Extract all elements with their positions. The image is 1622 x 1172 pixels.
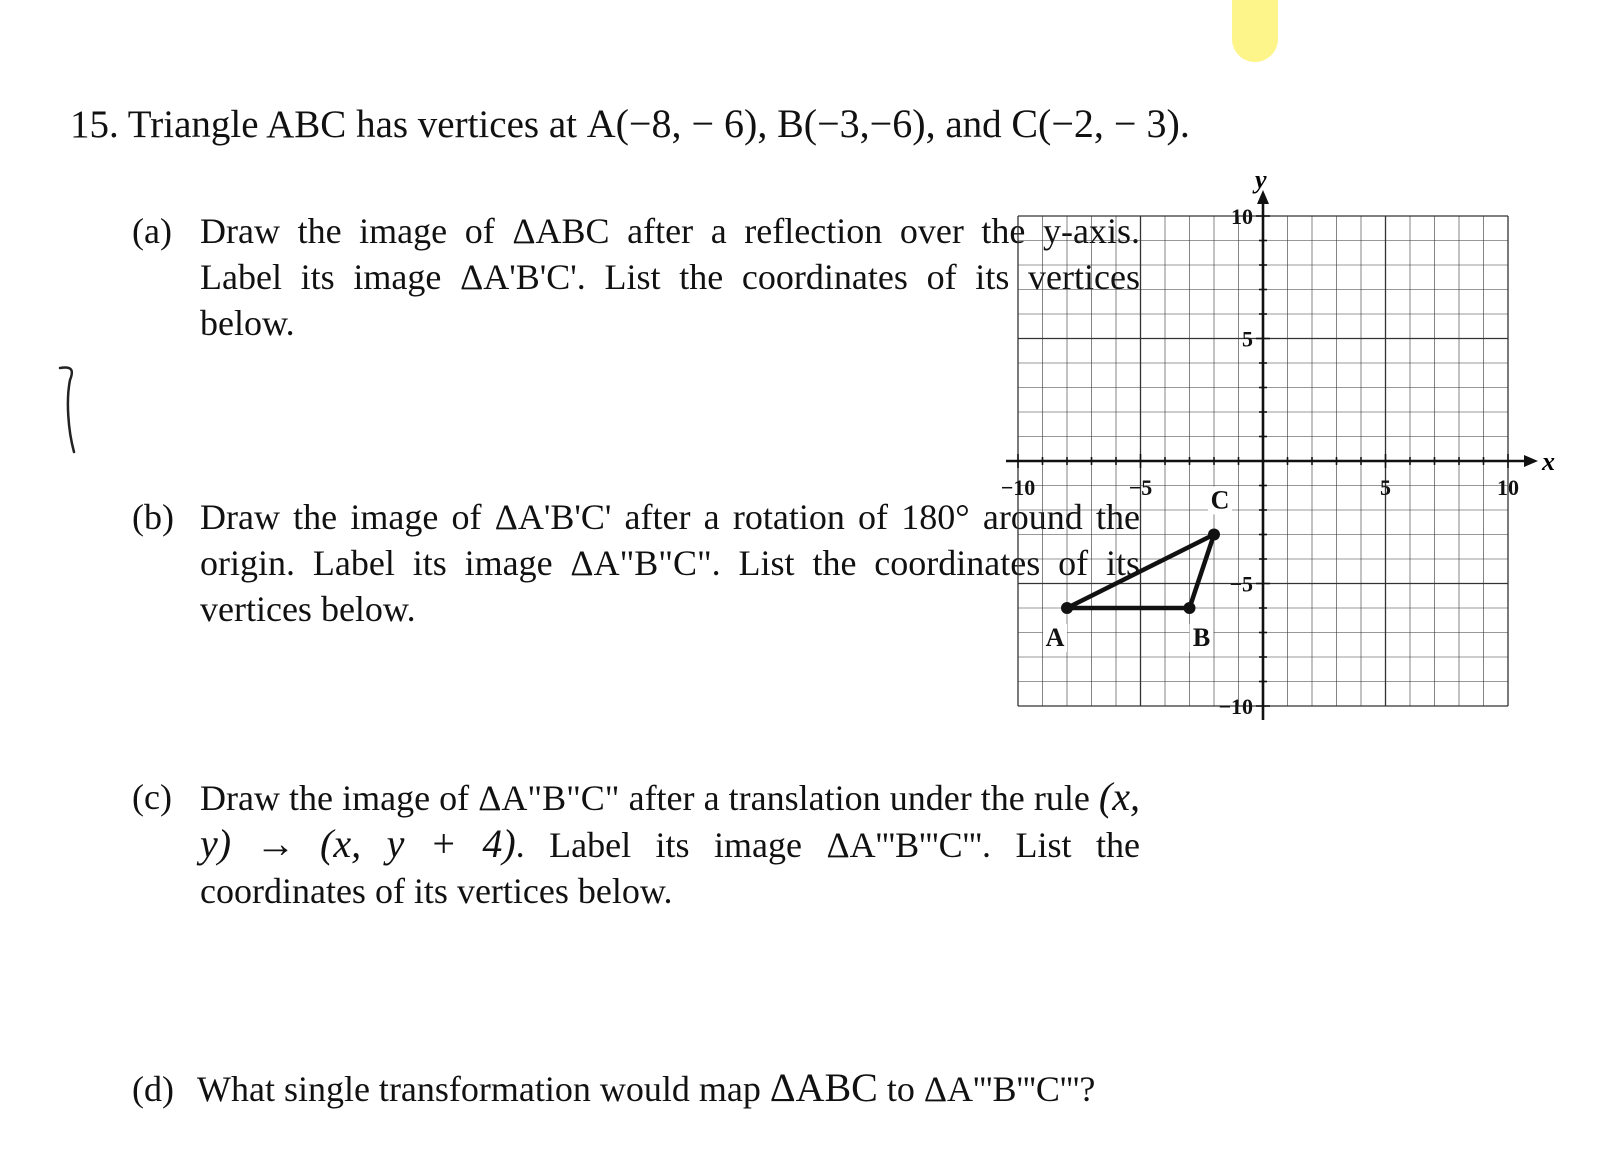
vertex-label-b: B [1192,623,1211,652]
pen-mark [52,360,92,460]
vertex-point-a [1061,602,1073,614]
axes [1006,165,1555,720]
rule-arrow: → [255,821,296,866]
highlighter-mark [1232,0,1278,62]
x-tick-label: −5 [1128,475,1153,500]
x-tick-label: 5 [1380,475,1391,500]
problem-statement [70,100,1190,147]
x-tick-label: −10 [1000,475,1036,500]
rule-lhs: (x, y) [200,774,1140,866]
triangle-to: ΔA'''B'''C''' [923,1069,1080,1109]
problem-number: 15. [70,103,119,146]
y-tick-label: −5 [1229,571,1253,597]
part-a-text: Draw the image of ΔABC after a reflection over the y-axis. Label its image ΔA'B'C'. List the coordinates of its vertices below. [200,211,1140,343]
coordinate-grid [1000,165,1610,770]
vertex-c: C(−2, − 3). [1011,101,1190,146]
to-word: to [886,1069,915,1109]
vertex-label-a: A [1045,623,1065,652]
part-c-text-after: . Label its image ΔA'''B'''C'''. List the coordinates of its vertices below. [200,825,1140,911]
y-axis-label: y [1255,165,1267,194]
part-a-label: (a) [132,211,172,251]
vertex-point-b [1184,602,1196,614]
part-c-text [200,774,1140,914]
question-mark: ? [1079,1069,1096,1109]
y-tick-label: −10 [1218,694,1253,719]
vertex-point-c [1208,529,1220,541]
statement-prefix: Triangle ABC has vertices at [127,103,577,146]
part-c-text-before: Draw the image of ΔA"B"C" after a translation under the rule [200,778,1090,818]
y-tick-label: 5 [1242,326,1253,352]
part-b-text: Draw the image of ΔA'B'C' after a rotation of 180° around the origin. Label its image ΔA"B"C". List the coordinates of its vertices below. [200,497,1140,629]
vertex-a: A(−8, − 6), [586,101,768,146]
x-tick-label: 10 [1497,475,1519,500]
triangle-from: ΔABC [769,1065,878,1110]
vertex-b: B(−3,−6), [777,101,936,146]
vertex-label-c: C [1210,485,1230,515]
triangle-abc [1043,486,1232,653]
x-axis-arrow-icon [1524,455,1538,467]
conjunction: and [945,103,1002,146]
part-b-label: (b) [132,497,174,537]
part-d-label: (d) [132,1069,174,1109]
part-d-text: What single transformation would map [196,1069,761,1109]
part-d [132,1064,1095,1111]
x-axis-label: x [1542,447,1555,476]
rule-rhs: (x, y + 4) [320,821,516,866]
part-c-label: (c) [132,777,172,817]
y-tick-label: 10 [1231,204,1253,229]
